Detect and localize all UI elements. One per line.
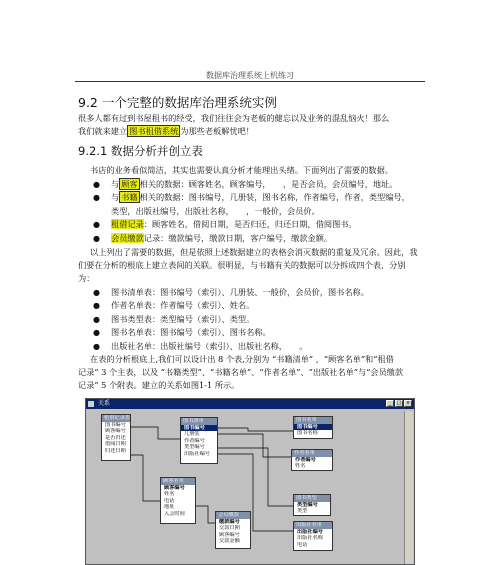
bullet-icon: ● <box>93 301 100 311</box>
para2-line-2: 们要在分析的根底上建立表间的关联。很明显，与书籍有关的数据可以分拆成四个表，分别 <box>78 260 406 270</box>
table-rental-record[interactable]: 租借记录表 图书编号 顾客编号 是否归还 借阅日期 归还日期 <box>101 414 131 461</box>
highlight: 会员缴款 <box>111 232 144 243</box>
para2-line-3: 为： <box>78 273 95 283</box>
para3-line-2: 记录” 3 个主表，以及 “书籍类型”、“书籍名单”、“作者名单”、“出版社名单”与“会员缴款 <box>78 367 404 377</box>
list-item: ● 图书清单表：图书编号（索引）、几册装、一般价，会员价，图书名称。 <box>93 286 433 299</box>
highlight-system-name: 图书租借系统 <box>129 126 179 136</box>
window-titlebar <box>86 399 414 409</box>
bullet-icon: ● <box>93 314 100 324</box>
list-item: ● 会员缴款记录：缴款编号，缴款日期，客户编号，缴款金额。 <box>93 232 433 245</box>
para3-line-3: 记录” 5 个附表。建立的关系如图1-1 所示。 <box>78 380 240 390</box>
intro-text-end: 为那些老板解忧吧！ <box>180 126 254 136</box>
list-item: ● 与 顾客 相关的数据：顾客姓名，顾客编号， ，是否会员，会员编号，地址。 <box>93 178 433 191</box>
link-customer-payment <box>196 506 215 523</box>
window-title: 关系 <box>98 400 111 407</box>
subsection-heading: 9.2.1 数据分析并创立表 <box>78 144 203 158</box>
window-icon <box>88 401 94 407</box>
list-item: ● 与 书籍 相关的数据：图书编号，几册装，图书名称，作者编号，作者，类型编号， <box>93 191 433 204</box>
list-item-continuation: 类型，出版社编号，出版社名称， ，一般价，会员价。 <box>111 205 320 216</box>
intro-line-1: 很多人都有过到书屋租书的经受，我们往往会为老板的健忘以及业务的混乱恼火！那么 <box>78 113 390 123</box>
vertical-scrollbar[interactable] <box>404 411 413 564</box>
minimize-button[interactable]: _ <box>386 400 394 407</box>
para3-line-1: 在表的分析根底上,我们可以设计出 8 个表,分别为 “书籍清单” ，“顾客名单”和“租借 <box>90 354 394 364</box>
relationship-canvas[interactable] <box>88 411 404 564</box>
link-rental-book <box>129 427 180 439</box>
list-item: ● 图书类型表：类型编号（索引）、类型。 <box>93 313 433 326</box>
para2-line-1: 以上列出了需要的数据，但是依照上述数据建立的表格会消灭数据的重复及冗余。因此，我 <box>90 247 418 257</box>
bullet-icon: ● <box>93 328 100 338</box>
table-book-names[interactable]: 图书名单 图书编号 图书名称 <box>293 416 333 439</box>
bullet-icon: ● <box>93 233 100 243</box>
intro-line-2 <box>78 125 428 138</box>
bullet-icon: ● <box>93 288 100 297</box>
table-author-list[interactable]: 作者名单 作者编号 姓名 <box>291 449 333 471</box>
maximize-button[interactable]: □ <box>396 400 402 406</box>
bullet-icon: ● <box>93 180 100 189</box>
table-list <box>93 286 433 353</box>
list-item: ● 租借记录：顾客姓名，借阅日期，是否归还，归还日期，借阅图书。 <box>93 218 433 231</box>
close-button[interactable]: × <box>405 400 411 406</box>
link-book-author <box>218 434 291 457</box>
section-heading: 9.2 一个完整的数据库治理系统实例 <box>78 95 277 110</box>
table-member-payment[interactable]: 会员缴款 缴款编号 交款日期 顾客编号 交款金额 <box>215 511 251 549</box>
highlight: 书籍 <box>121 192 138 203</box>
table-book-list[interactable]: 图书清单 图书编号 几册装 作者编号 类型编号 出版社编号 <box>180 417 218 464</box>
bullet-icon: ● <box>93 193 100 203</box>
table-book-type[interactable]: 图书类型 类型编号 类型 <box>293 494 331 516</box>
link-rental-customer <box>129 455 160 501</box>
table-customer-list[interactable]: 顾客名单 顾客编号 姓名 电话 地址 入会时间 <box>160 477 196 524</box>
bullet-icon: ● <box>93 220 100 230</box>
list-item: ● 出版社名单：出版社编号（索引）、出版社名称， 。 <box>93 340 433 353</box>
running-header: 数据库治理系统上机练习 <box>206 71 294 80</box>
bullet-icon: ● <box>93 341 100 351</box>
highlight: 租借记录 <box>111 219 144 230</box>
list-item: ● 图书名单表：图书编号（索引）、图书名称。 <box>93 326 433 339</box>
header-rule <box>75 81 425 82</box>
relationship-window <box>85 398 415 565</box>
entity-list <box>93 178 433 245</box>
list-item: ● 作者名单表：作者编号（索引）、姓名。 <box>93 299 433 312</box>
intro-text: 我们就来建立 <box>78 126 128 136</box>
highlight: 顾客 <box>121 179 138 189</box>
analysis-intro: 书店的业务看似简洁，其实也需要认真分析才能理出头绪。下面列出了需要的数据。 <box>90 165 393 175</box>
link-book-booklist <box>218 428 293 431</box>
table-publisher-list[interactable]: 出版社名单 出版社编号 出版社名称 电话 <box>293 521 333 551</box>
